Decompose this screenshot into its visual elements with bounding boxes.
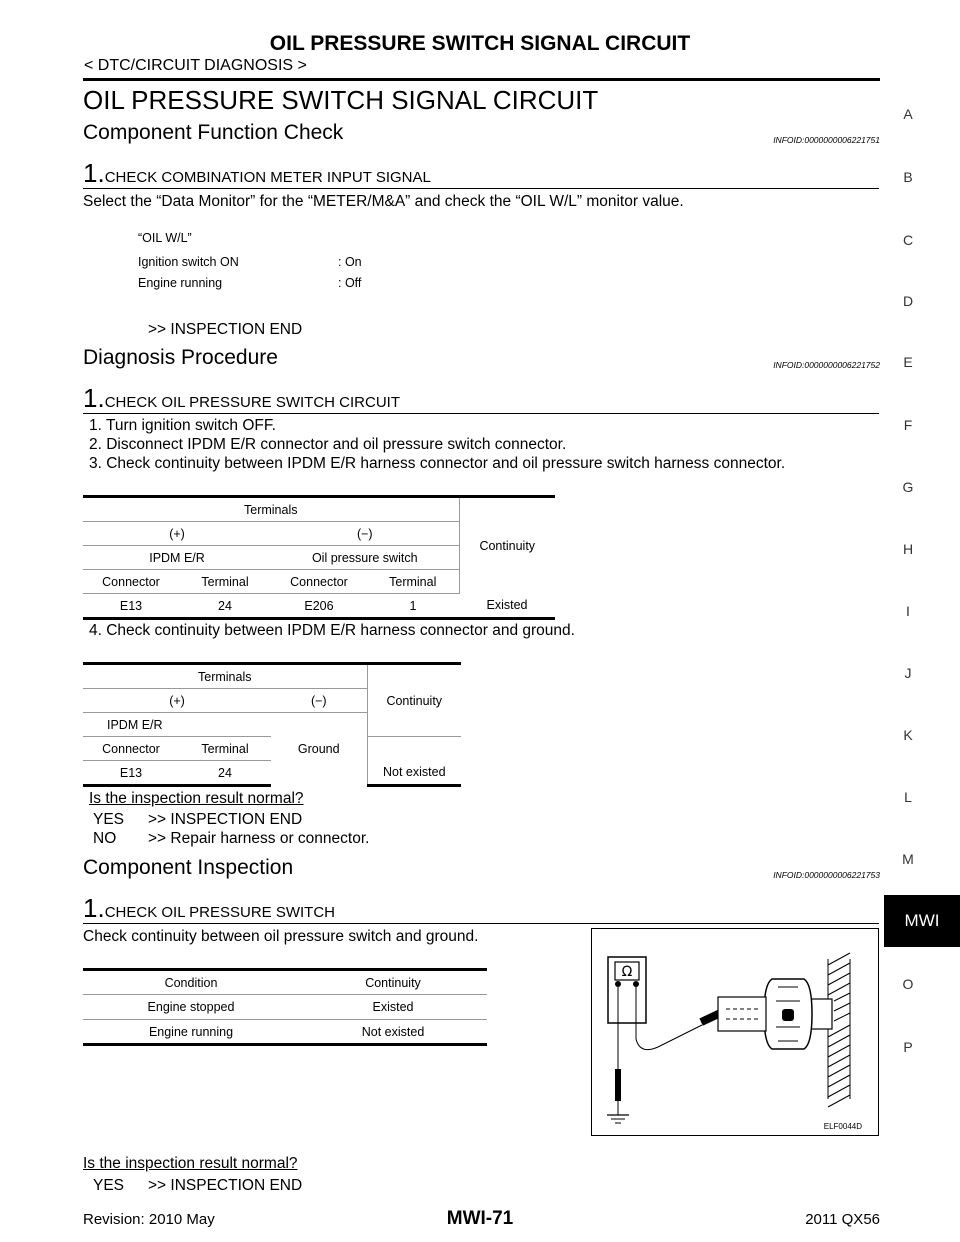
table-header-continuity: Continuity — [459, 497, 555, 594]
monitor-name: “OIL W/L” — [138, 231, 192, 245]
table-header-condition: Condition — [83, 970, 299, 995]
condition-label: Ignition switch ON — [138, 255, 239, 269]
breadcrumb: < DTC/CIRCUIT DIAGNOSIS > — [84, 57, 307, 74]
side-index-h[interactable]: H — [902, 541, 914, 557]
no-label: NO — [93, 830, 117, 847]
info-id: INFOID:0000000006221751 — [773, 135, 880, 145]
table-header-terminal: Terminal — [367, 570, 459, 594]
section-title-component-inspection: Component Inspection — [83, 856, 294, 879]
side-index-mwi-active[interactable]: MWI — [884, 895, 960, 947]
page-header-title: OIL PRESSURE SWITCH SIGNAL CIRCUIT — [269, 32, 691, 55]
procedure-step: 4. Check continuity between IPDM E/R harness connector and ground. — [89, 622, 575, 639]
table-header-ipdm: IPDM E/R — [83, 546, 271, 570]
side-index-a[interactable]: A — [903, 106, 913, 122]
table-header-terminals: Terminals — [83, 497, 459, 522]
page-number: MWI-71 — [446, 1208, 514, 1229]
figure-code: ELF0044D — [823, 1122, 862, 1131]
condition-value: : Off — [338, 276, 362, 290]
table-header-terminal: Terminal — [179, 570, 271, 594]
ohmmeter-switch-illustration — [592, 929, 878, 1135]
table-cell: E13 — [83, 761, 179, 786]
side-index-p[interactable]: P — [903, 1039, 913, 1055]
info-id: INFOID:0000000006221753 — [773, 870, 880, 880]
header-divider — [83, 78, 880, 81]
table-cell: 24 — [179, 594, 271, 619]
table-header-connector: Connector — [271, 570, 367, 594]
table-cell: Existed — [299, 995, 487, 1020]
engine-wall — [828, 953, 850, 1107]
instruction-text: Select the “Data Monitor” for the “METER/M&A” and check the “OIL W/L” monitor value. — [83, 193, 684, 210]
step-number: 1. — [83, 158, 105, 188]
side-index-d[interactable]: D — [902, 293, 914, 309]
table-cell: E206 — [271, 594, 367, 619]
table-header-terminal: Terminal — [179, 737, 271, 761]
table-header-plus: (+) — [83, 522, 271, 546]
model-year: 2011 QX56 — [805, 1211, 880, 1228]
step-number: 1. — [83, 383, 105, 413]
table-row — [83, 594, 555, 619]
step-title: CHECK OIL PRESSURE SWITCH — [104, 904, 335, 921]
side-index-f[interactable]: F — [903, 417, 913, 433]
step-divider — [83, 413, 879, 414]
no-result: >> Repair harness or connector. — [148, 830, 370, 847]
step-divider — [83, 923, 879, 924]
revision-date: Revision: 2010 May — [83, 1211, 215, 1228]
yes-label: YES — [93, 1177, 125, 1194]
ohm-symbol: Ω — [621, 964, 633, 980]
continuity-table-switch — [83, 968, 487, 1046]
procedure-step: 1. Turn ignition switch OFF. — [89, 417, 276, 434]
step-heading — [83, 383, 400, 414]
yes-label: YES — [93, 811, 125, 828]
yes-result: >> INSPECTION END — [148, 811, 303, 828]
condition-label: Engine running — [138, 276, 223, 290]
side-index-k[interactable]: K — [903, 727, 913, 743]
procedure-step: 3. Check continuity between IPDM E/R harness connector and oil pressure switch harness connector. — [89, 455, 786, 472]
side-index-j[interactable]: J — [904, 665, 912, 681]
table-header-continuity: Continuity — [299, 970, 487, 995]
step-title: CHECK OIL PRESSURE SWITCH CIRCUIT — [104, 394, 400, 411]
step-number: 1. — [83, 893, 105, 923]
table-header-connector: Connector — [83, 570, 179, 594]
table-header-ipdm: IPDM E/R — [83, 713, 271, 737]
table-row — [83, 1020, 487, 1045]
info-id: INFOID:0000000006221752 — [773, 360, 880, 370]
step-heading — [83, 893, 335, 924]
side-index-b[interactable]: B — [903, 169, 913, 185]
table-header-minus: (−) — [271, 522, 459, 546]
section-title-function-check: Component Function Check — [83, 121, 344, 144]
procedure-step: 2. Disconnect IPDM E/R connector and oil pressure switch connector. — [89, 436, 567, 453]
section-title-diagnosis: Diagnosis Procedure — [83, 346, 278, 369]
table-header-oil-switch: Oil pressure switch — [271, 546, 459, 570]
table-cell: Engine stopped — [83, 995, 299, 1020]
side-index-e[interactable]: E — [903, 354, 913, 370]
continuity-table-ground — [83, 662, 461, 787]
result-text: >> INSPECTION END — [148, 321, 303, 338]
table-cell: Not existed — [299, 1020, 487, 1045]
table-header-plus: (+) — [83, 689, 271, 713]
side-index-m[interactable]: M — [902, 851, 914, 867]
step-divider — [83, 188, 879, 189]
table-cell: Engine running — [83, 1020, 299, 1045]
table-cell: 1 — [367, 594, 459, 619]
side-index-o[interactable]: O — [902, 976, 914, 992]
condition-value: : On — [338, 255, 362, 269]
table-header-terminals: Terminals — [83, 664, 367, 689]
table-cell: Existed — [459, 594, 555, 619]
table-header-continuity: Continuity — [367, 664, 461, 737]
instruction-text: Check continuity between oil pressure switch and ground. — [83, 928, 479, 945]
table-header-minus: (−) — [271, 689, 367, 713]
table-cell-ground: Ground — [297, 742, 340, 757]
inspection-question: Is the inspection result normal? — [89, 790, 304, 807]
oil-pressure-switch-figure — [591, 928, 879, 1136]
continuity-table-harness — [83, 495, 555, 620]
yes-result: >> INSPECTION END — [148, 1177, 303, 1194]
step-heading — [83, 158, 431, 189]
side-index-i[interactable]: I — [906, 603, 910, 619]
table-cell: E13 — [83, 594, 179, 619]
side-index-c[interactable]: C — [902, 232, 914, 248]
table-cell: Not existed — [367, 761, 461, 786]
step-title: CHECK COMBINATION METER INPUT SIGNAL — [104, 169, 431, 186]
inspection-question: Is the inspection result normal? — [83, 1155, 298, 1172]
side-index-g[interactable]: G — [902, 479, 914, 495]
main-title: OIL PRESSURE SWITCH SIGNAL CIRCUIT — [83, 85, 599, 115]
table-cell: 24 — [179, 761, 271, 786]
table-row — [83, 995, 487, 1020]
side-index-l[interactable]: L — [904, 789, 912, 805]
table-header-connector: Connector — [83, 737, 179, 761]
